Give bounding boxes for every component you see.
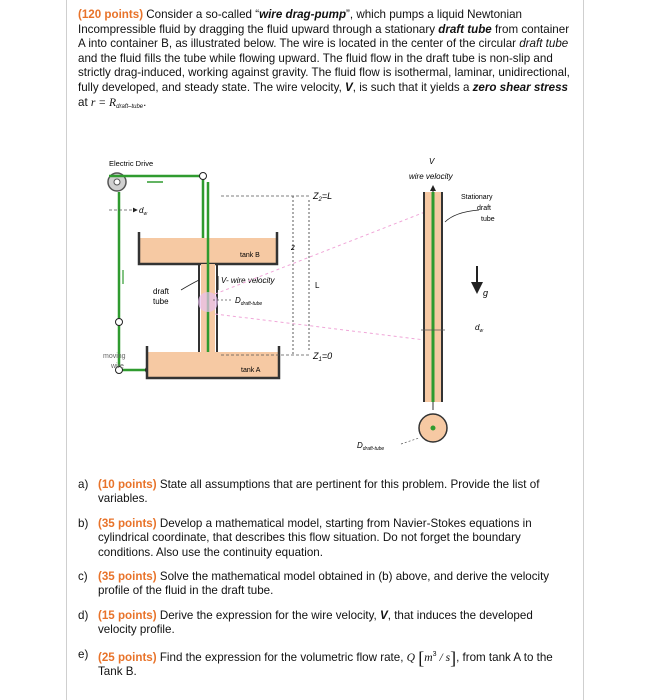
question-b: b) (35 points) Develop a mathematical model, starting from Navier-Stokes equations in cylindrical coordinate, that describes this flow situation. Do not forget the boundary conditions. Also use the continuity equation. xyxy=(78,516,532,559)
d2-label: $D_{draft-tube}$ xyxy=(357,441,385,452)
draft-tube-leader xyxy=(181,280,199,290)
dw2-label: $d_w$ xyxy=(475,323,484,334)
z1-label: $Z_1=0$ xyxy=(313,351,333,363)
moving-label: moving xyxy=(103,353,126,360)
question-e: e) (25 points) Find the expression for the volumetric flow rate, Q $[m^3 / s]$, from tank A to the Tank B. xyxy=(78,647,553,678)
diagram-svg xyxy=(95,152,565,462)
L-label: L xyxy=(315,281,320,290)
tube-label-right: tube xyxy=(481,216,495,223)
wire-velocity-label-right: wire velocity xyxy=(409,172,453,181)
question-list xyxy=(78,478,570,689)
gravity-label: g xyxy=(483,288,489,298)
wire-label: wire xyxy=(111,363,124,370)
drive-hub-icon xyxy=(114,179,120,185)
draft-label-right: draft xyxy=(477,205,492,212)
cross-section-wire-icon xyxy=(431,426,436,431)
device-name: wire drag-pump xyxy=(259,8,347,21)
tube-highlight xyxy=(198,292,218,312)
z-axis-label: z xyxy=(291,243,295,252)
v-label: V xyxy=(429,157,435,166)
stationary-leader xyxy=(445,210,479,222)
tank-a-fluid xyxy=(147,352,279,378)
guide-line-lower xyxy=(215,314,425,340)
dw-label: $d_w$ xyxy=(139,206,148,217)
boundary-condition: r = R xyxy=(90,95,117,109)
tank-b-label: tank B xyxy=(240,252,260,259)
stationary-label: Stationary xyxy=(461,194,493,201)
electric-drive-label: Electric Drive xyxy=(109,159,154,168)
wire-velocity-label: V- wire velocity xyxy=(221,276,275,285)
total-points: (120 points) xyxy=(78,8,144,21)
question-d: d) (15 points) Derive the expression for the wire velocity, V, that induces the developed velocity profile. xyxy=(78,608,533,637)
draft-label: draft xyxy=(153,287,170,296)
zero-shear-term: zero shear stress xyxy=(472,80,569,94)
d-draft-label: $D_{draft-tube}$ xyxy=(235,296,263,307)
problem-statement: (120 points) Consider a so-called “wire drag-pump”, which pumps a liquid Newtonian Incompressible fluid by dragging the fluid upward through a stationary draft tube from container A into container B, as illustrated below. The wire is located in the center of the circular draft tube and the fluid fills the tube while flowing upward. The fluid flow in the draft tube is non-slip and strictly drag-induced, working against gravity. The fluid flow is isothermal, laminar, unidirectional, fully developed, and steady state. The wire velocity, V, is such that it yields a zero shear stress at $r = R_{draft-tube}$. xyxy=(78,8,570,110)
upper-pulley-icon xyxy=(200,173,207,180)
question-c: c) (35 points) Solve the mathematical model obtained in (b) above, and derive the velocity profile of the fluid in the draft tube. xyxy=(78,570,550,598)
d2-leader xyxy=(401,438,419,444)
tank-a-label: tank A xyxy=(241,367,261,374)
z2-label: $Z_2=L$ xyxy=(313,191,333,203)
pump-diagram xyxy=(95,152,565,462)
question-a: a) (10 points) State all assumptions that are pertinent for this problem. Provide the list of variables. xyxy=(78,478,540,506)
tube-label: tube xyxy=(153,297,169,306)
left-pulley-icon xyxy=(116,319,123,326)
